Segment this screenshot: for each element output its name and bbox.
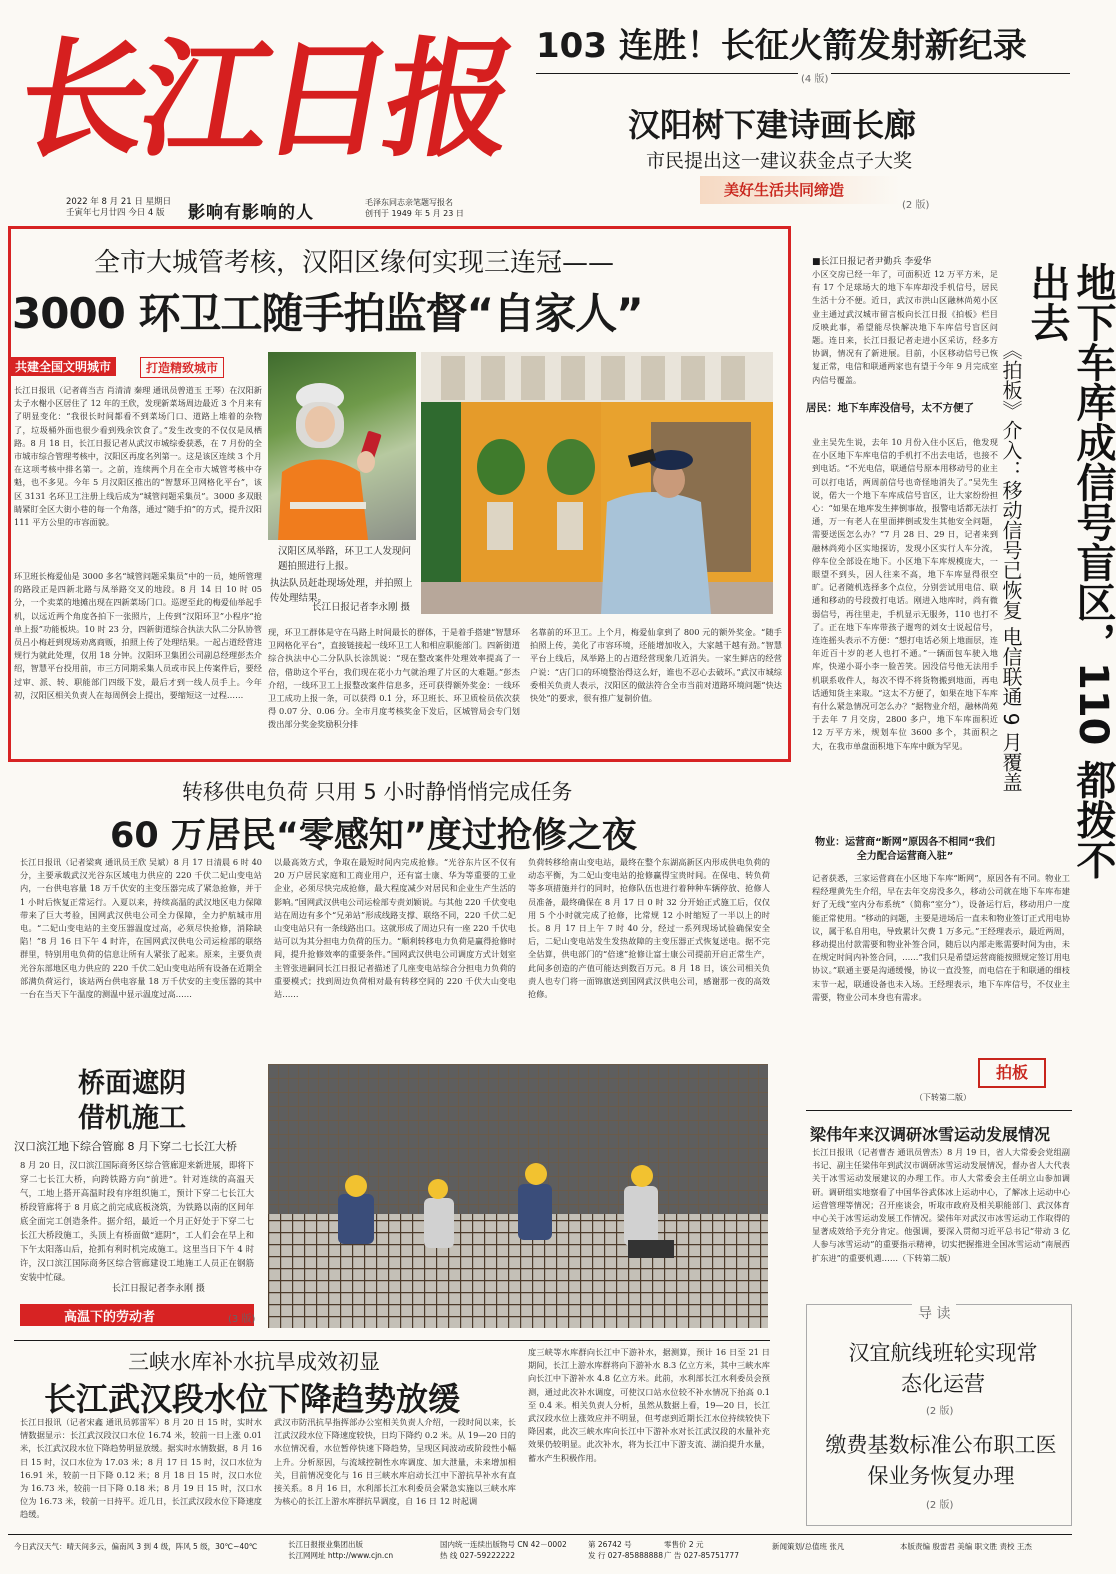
footer-editor: 新闻策划/总值班 张凡 xyxy=(772,1542,845,1551)
right-continued: （下转第二版） xyxy=(915,1093,971,1102)
guide-label: 导 读 xyxy=(912,1303,956,1323)
banner-text: 美好生活共同缔造 xyxy=(724,181,845,199)
lead-body-col4: 名靠前的环卫工。上个月，梅爱仙拿到了 800 元的额外奖金。“随手拍照上传，美化了市容环境，还能增加收入，大家越干越有劲。”智慧平台上线后，凤举路上的占道经营现象几近消失。一家生鲜店的经营户说：“店门口的环境整治得这么好，谁也不忍心去破坏。”武汉市城综委相关负责人表示，汉阳区的做法符合全市当前对道路环境问题“快达快处”的要求，很有推广复制价值。 xyxy=(530,627,782,704)
footer-duty: 本版责编 殷雷君 美编 职文胜 责校 王杰 xyxy=(900,1542,1032,1551)
lead-kicker: 全市大城管考核，汉阳区缘何实现三连冠—— xyxy=(94,248,615,278)
right-subhead-1: 居民：地下车库没信号，太不方便了 xyxy=(806,402,974,414)
top-headline-2[interactable]: 汉阳树下建诗画长廊 xyxy=(628,106,917,144)
heat-workers-tag: 高温下的劳动者 xyxy=(64,1310,156,1325)
water-col2: 武汉市防汛抗旱指挥部办公室相关负责人介绍，一段时间以来，长江武汉段水位下降速度较快，日均下降约 0.2 米。从 19—20 日的水位情况看，水位暂停快速下降趋势，呈现区间波动或阶段性小幅上升。分析原因，与流域控制性水库调度、加大泄量，未来增加相关，目前情况变化与 16 日三峡水库启动长江中下游抗旱补水有直接关系。8 月 16 日，水利部长江水利委员会紧急实施以三峡水库为核心的长江上游水库群抗旱调度，自 16 日 12 时起调 xyxy=(274,1417,516,1507)
power-col3: 负荷转移给南山变电站，最终在整个东湖高新区内形成供电负荷的动态平衡，为二妃山变电站的抢修赢得宝贵时间。在保电、转负荷等多项措施并行的同时，抢修队伍也进行着种种车辆停放、抢修人员准备，最终确保在 8 月 17 日 0 时 32 分开始正式施工后，仅仅用 5 个小时就完成了抢修，比常规 12 小时缩短了一半以上的时长。8 月 17 日上午 7 时 40 分，经过一系列现场试验确保安全后，二妃山变电站发生发热故障的主变压器正式恢复送电。据不完全估算，供电部门的“倍速”抢修让富士康公司提前开启正常生产，此间多创造的产值可能达到数百万元。8 月 18 日，该公司相关负责人也专门将一面锦旗送到国网武汉供电公司，感谢那一夜的高效抢修。 xyxy=(528,857,770,1000)
water-col1: 长江日报讯（记者宋鑫 通讯员郭雷军）8 月 20 日 15 时，实时水情数据显示：长江武汉段汉口水位 16.74 米，较前一日上涨 0.01 米，长江武汉段水位下降趋势明显放缓。据实时水情数据，8 月 16 日 15 时，汉口水位为 17.03 米；8 月 17 日 15 时，汉口水位为 16.91 米，较前一日下降 0.12 米；8 月 18 日 15 时，汉口水位为 16.73 米，较前一日下降 0.18 米；8 月 19 日 15 时，汉口水位为 16.73 米，较前一日持平。近几日，长江武汉段水位下降速度趋缓。 xyxy=(20,1417,262,1520)
top-headline-1[interactable]: 103 连胜！长征火箭发射新纪录 xyxy=(536,26,1027,66)
photo1-caption: 汉阳区凤举路，环卫工人发现问题拍照进行上报。 xyxy=(278,546,412,572)
power-headline[interactable]: 60 万居民“零感知”度过抢修之夜 xyxy=(110,816,637,856)
power-col1: 长江日报讯（记者梁爽 通讯员王欣 吴斌）8 月 17 日清晨 6 时 40 分，主要承载武汉光谷东区域电力供应的 220 千伏二妃山变电站内，一台供电容量 18 万千伏安的主变压器完成了紧急抢修，并于 1 小时后恢复正常运行。入夏以来，持续高温的武汉地区电力保障带来了巨大考验，国网武汉供电公司全力保障，全力护航城市用电。“二妃山变电站的主变压器温度过高，必须尽快抢修，消除缺陷！”8 月 16 日下午 4 时许，在国网武汉供电公司运检部的联络群里，特别用电负荷的信息让所有人紧张了起来。原来，主要负责光谷东部地区电力供应的 220 千伏二妃山变电站所有设备在近期全部满负荷运行，该站两台供电容量 18 万千伏安的主变压器的其中一台在当天下午温度的测温中显示温度过高…… xyxy=(20,857,262,1000)
masthead-founder: 毛泽东同志亲笔题写报名 创刊于 1949 年 5 月 23 日 xyxy=(365,198,464,218)
water-kicker: 三峡水库补水抗旱成效初显 xyxy=(128,1350,380,1374)
bridge-title[interactable]: 桥面遮阴 借机施工 xyxy=(78,1068,186,1134)
page-ref-2: (2 版) xyxy=(902,200,930,211)
ice-body: 长江日报讯（记者曹杏 通讯员曾杰）8 月 19 日，省人大常委会党组副书记、副主任梁伟年到武汉市调研冰雪运动发展情况，督办省人大代表关于冰雪运动发展建议的办理工作。市人大常委会主任胡立山参加调研。调研组实地察看了中国华谷武体冰上运动中心，了解冰上运动中心运营管理等情况；召开座谈会，听取市政府及相关职能部门、武汉体育中心关于冰雪运动发展工作情况。梁伟年对武汉市冰雪运动工作取得的显著成效给予充分肯定。他强调，要深入贯彻习近平总书记“带动 3 亿人参与冰雪运动”的重要指示精神，切实把握推进全国冰雪运动“南展西扩东进”的重要机遇……（下转第二版） xyxy=(812,1147,1070,1263)
guide-item-1[interactable]: 汉宜航线班轮实现常态化运营 xyxy=(848,1341,1038,1396)
top-subhead-2: 市民提出这一建议获金点子大奖 xyxy=(646,150,913,172)
bridge-page-ref: (3 版) xyxy=(228,1314,256,1325)
water-col3: 度三峡等水库群向长江中下游补水，据测算，预计 16 日至 21 日期间，长江上游水库群将向下游补水 8.3 亿立方米，其中三峡水库向长江中下游补水 4.8 亿立方米。此前，水利部长江水利委员会预测，通过此次补水调度，可使汉口站水位较不补水情况下抬高 0.1 至 0.4 米。相关负责人分析，虽然从数据上看，19—20 日，长江武汉段水位上涨效应并不明显，但考虑到近期长江水位持续较快下降因素，此次三峡水库向长江中下游补水对长江武汉段的水量补充效果仍较明显。此次补水，将为长江中下游支流、湖泊提升水量，蓄水产生积极作用。 xyxy=(528,1346,770,1520)
footer-price: 零售价 2 元 广 告 027-85751777 xyxy=(664,1540,739,1560)
photo-construction xyxy=(268,1064,768,1328)
lead-headline[interactable]: 3000 环卫工随手拍监督“自家人” xyxy=(12,289,643,338)
ice-headline[interactable]: 梁伟年来汉调研冰雪运动发展情况 xyxy=(810,1125,1051,1144)
masthead-date: 2022 年 8 月 21 日 星期日 壬寅年七月廿四 今日 4 版 xyxy=(66,197,172,218)
rebar-workers-scene xyxy=(268,1064,768,1328)
right-body-2: 业主吴先生说，去年 10 月份入住小区后，他发现在小区地下车库电信的手机打不出去电话，也接不到电话。“不光电信，联通信号原本用移动号的业主可以打电话，两周前信号也奇怪地消失了。”吴先生说，偌大一个地下车库成信号盲区，让大家纷纷担心：“如果在地库发生摔倒事故，报警电话都无法打通，万一有老人在里面摔倒或发生其他安全问题，需要送医怎么办？”7 月 28 日、29 日，记者来到融林尚苑小区实地探访，发现小区实行人车分流，停车位全部设在地下。小区地下车库规模庞大，一眼望不到头，因人往来不高，地下车库显得很空旷。记者随机选择多个点位，分别尝试用电信、联通和移动的号段拨打电话。刚进入地库时，尚有微弱信号，再往里走，手机显示无服务，110 也打不了。正在地下车库带孩子遛弯的刘女士说起信号，连连摇头表示不方便：“想打电话必须上地面层，连年近百十岁的老人也打不通。”一辆面包车驶入地库，快递小哥小李一脸苦笑。因没信号他无法用手机联系收件人，每次不得不将货物搬到地面，再电话通知货主来取。“这太不方便了，如果在地下车库有什么紧急情况可怎么办？”据物业介绍，融林尚苑于去年 7 月交房，2800 多户，地下车库面积近 12 万平方米，规划车位 3600 多个，其面积之大，在我市单盘面积地下车库中颇为罕见。 xyxy=(812,437,998,751)
storefront-scene xyxy=(421,352,773,614)
footer-publisher: 长江日报报业集团出版 长江网网址 http://www.cjn.cn xyxy=(288,1540,394,1560)
power-col2: 以最高效方式，争取在最短时间内完成抢修。“光谷东片区不仅有 20 万户居民家庭和工商业用户，还有富士康、华为等重要的工业企业，必须尽快完成抢修，最大程度减少对居民和企业生产生活的影响。”国网武汉供电公司运检部专责刘颖说。与其他 220 千伏变电站在周边有多个“兄弟站”形成线路支撑、联络不同，220 千伏二妃山变电站只有一条线路出口。这就形成了周边只有一座 220 千伏电站可以为其分担电力负荷的压力。“顺利转移电力负荷是赢得抢修时间，提升抢修效率的重要条件。”国网武汉供电公司调度方式计划室主管张进嗣同长江日报记者描述了几座变电站综合分担电力负荷的重要模式；找到周边负荷相对最有转移空间的 220 千伏大山变电站…… xyxy=(274,857,516,1000)
right-body-1: 小区交房已经一年了，可面积近 12 万平方米，足有 17 个足球场大的地下车库却没手机信号，居民生活十分不便。近日，武汉市洪山区融林尚苑小区业主通过武汉城市留言板向长江日报《拍板》栏目反映此事，希望能尽快解决地下车库信号盲区问题。连日来，长江日报记者走进小区采访，经多方协调，情况有了新进展。目前，小区移动信号已恢复正常，电信和联通两家也有望于今年 9 月完成室内信号覆盖。 xyxy=(812,269,998,385)
photo-sanitation-worker xyxy=(268,352,416,540)
page-ref-1: (4 版) xyxy=(798,70,831,85)
bridge-body: 8 月 20 日，汉口滨江国际商务区综合管廊迎来新进展，即将下穿二七长江大桥，向跨铁路方向“前进”。针对连续的高温天气，工地上搭开高温时段有序组织施工，预计下穿二七长江大桥段管廊将于 8 月底之前完成底板浇筑，为铁路以南的区间年底全面完工创造条件。据介绍，最近一个月正好处于下穿二七长江大桥段施工，头顶上有桥面做“遮阴”，工人们会在早上和下午太阳落山后，抢抓有利时机完成施工。这里当日下午 4 时许，汉口滨江国际商务区综合管廊建设工地施工人员正在钢筋安装中忙碌。 xyxy=(20,1160,254,1282)
tag-civilized-city: 共建全国文明城市 xyxy=(10,357,116,376)
photo-credit: 长江日报记者李永刚 摄 xyxy=(312,602,411,613)
footer-weather: 今日武汉天气：晴天间多云，偏南风 3 到 4 级，阵风 5 级，30℃~40℃ xyxy=(14,1542,258,1551)
photo2-caption: 执法队员赶赴现场处理，并拍照上传处理结果。 xyxy=(270,578,413,604)
right-byline: ■长江日报记者尹勤兵 李爱华 xyxy=(812,257,932,267)
footer-issue: 第 26742 号 发 行 027-85888888 xyxy=(588,1540,663,1560)
paiban-logo: 拍板 xyxy=(978,1058,1046,1088)
footer-issn: 国内统一连续出版物号 CN 42－0002 热 线 027-59222222 xyxy=(440,1540,567,1560)
photo-law-enforcement xyxy=(421,352,773,614)
sanitation-worker-figure xyxy=(268,352,416,540)
right-vertical-subhead: 《拍板》介入：移动信号已恢复 电信联通 9 月覆盖 xyxy=(999,340,1023,792)
water-headline[interactable]: 长江武汉段水位下降趋势放缓 xyxy=(44,1380,461,1418)
guide-item-2[interactable]: 缴费基数标准公布职工医保业务恢复办理 xyxy=(825,1433,1057,1488)
right-vertical-headline[interactable]: 地下车库成信号盲区，110 都拨不出去 xyxy=(1024,262,1116,880)
tag-refined-city: 打造精致城市 xyxy=(140,357,224,378)
guide-ref-2: (2 版) xyxy=(926,1500,954,1511)
right-body-3: 记者获悉，三家运营商在小区地下车库“断网”，原因各有不同。物业工程经理黄先生介绍，早在去年交房没多久，移动公司就在地下车库布建好了无线“室内分布系统”（简称“室分”），设备运行后，移动用户一度能正常使用。“移动的问题，主要是进场后一直未和物业签订正式用电协议，属于私自用电，导致累计欠费 1 万多元。”王经理表示，最近两周，移动提出付款需要和物业补签合同，随后以内部走账需要时间为由，未在规定时间内补签合同，……“我们只是希望运营商能按照规定签订用电协议。”联通主要是沟通缓慢，协议一直没签，而电信在于和联通的细枝末节一起，联通设备也未入场。王经理表示，地下车库信号，不仅业主需要，物业公司本身也有需求。 xyxy=(812,873,1070,1002)
lead-body-col3: 现，环卫工群体是守在马路上时间最长的群体，于是着手搭建“智慧环卫网格化平台”，直接链接起一线环卫工人和相应职能部门。四新街道综合执法中心二分队队长涂凯说：“现在整改案件处理效率提高了一倍，借助这个平台，我们现在花小力气就治理了片区的大难题。”彭杰介绍，一线环卫工上报整改案件信息多，还可获得额外奖金：一线环卫工成功上报一条，可以获得 0.1 分，环卫班长、环卫质检员依次获得 0.07 分、0.06 分。全市月度考核奖金下发后，区城管局会专门划拨出部分奖金奖励积分排 xyxy=(268,627,520,730)
right-subhead-2: 物业：运营商“断网”原因各不相同“我们全力配合运营商入驻” xyxy=(815,837,995,862)
masthead-logo: 长江日报 xyxy=(7,25,522,175)
lead-body-col1b: 环卫班长梅爱仙是 3000 多名“城管问题采集员”中的一员，她所管理的路段正是四新北路与凤举路交叉的地段。8 月 14 日 10 时 05 分，一个卖菜的地摊出现在四新菜场门口。巡逻至此的梅爱仙举起手机，以远近两个角度各拍下一张照片，上传到“汉阳环卫”小程序“抢单上报”功能板块。10 时 23 分，四新街道综合执法大队二分队协管员吕小梅赶到现场劝离商贩，拍照上传了处理结果。一起占道经营违规行为就此处理，仅用 18 分钟。汉阳环卫集团公司副总经理彭杰介绍，智慧平台投用前，市三方同期采集人员或市民上传案件后，要经过审、派、转、职能部门四级下发，最后才到一线人员手上。今年初，汉阳区相关负责人在每周例会上提出，要缩短这一过程…… xyxy=(14,570,262,755)
power-kicker: 转移供电负荷 只用 5 小时静悄悄完成任务 xyxy=(182,780,573,804)
bridge-credit: 长江日报记者李永刚 摄 xyxy=(112,1284,205,1294)
bridge-subtitle: 汉口滨江地下综合管廊 8 月下穿二七长江大桥 xyxy=(14,1140,237,1153)
masthead-slogan: 影响有影响的人 xyxy=(188,203,314,223)
guide-ref-1: (2 版) xyxy=(926,1406,954,1417)
lead-body-col1: 长江日报讯（记者蒋当吉 肖清清 秦理 通讯员曾道玉 王琴）在汉阳新太子水榭小区居住了 12 年的王欣，发现新菜场周边最近 3 个月来有了明显变化：“我很长时间都看不到菜场门口、道路上堆着的杂物了，垃圾桶外面也很少看到残余饮食了。”发生改变的不仅仅是凤栖路。8 月 18 日，长江日报记者从武汉市城综委获悉，在 7 月份的全市城市综合管理考核中，汉阳区再度名列第一。这是该区连续 3 个月在这项考核中排名第一。之前，连续两个月在全市大城管考核中夺魁，也不多见。今年 5 月汉阳区推出的“智慧环卫网格化平台”，该区 3131 名环卫工注册上线后成为“城管问题采集员”。3000 多双眼睛紧盯全区大街小巷的每一个角落，通过“随手拍”的方式，提升汉阳 111 平方公里的市容面貌。 xyxy=(14,385,262,528)
